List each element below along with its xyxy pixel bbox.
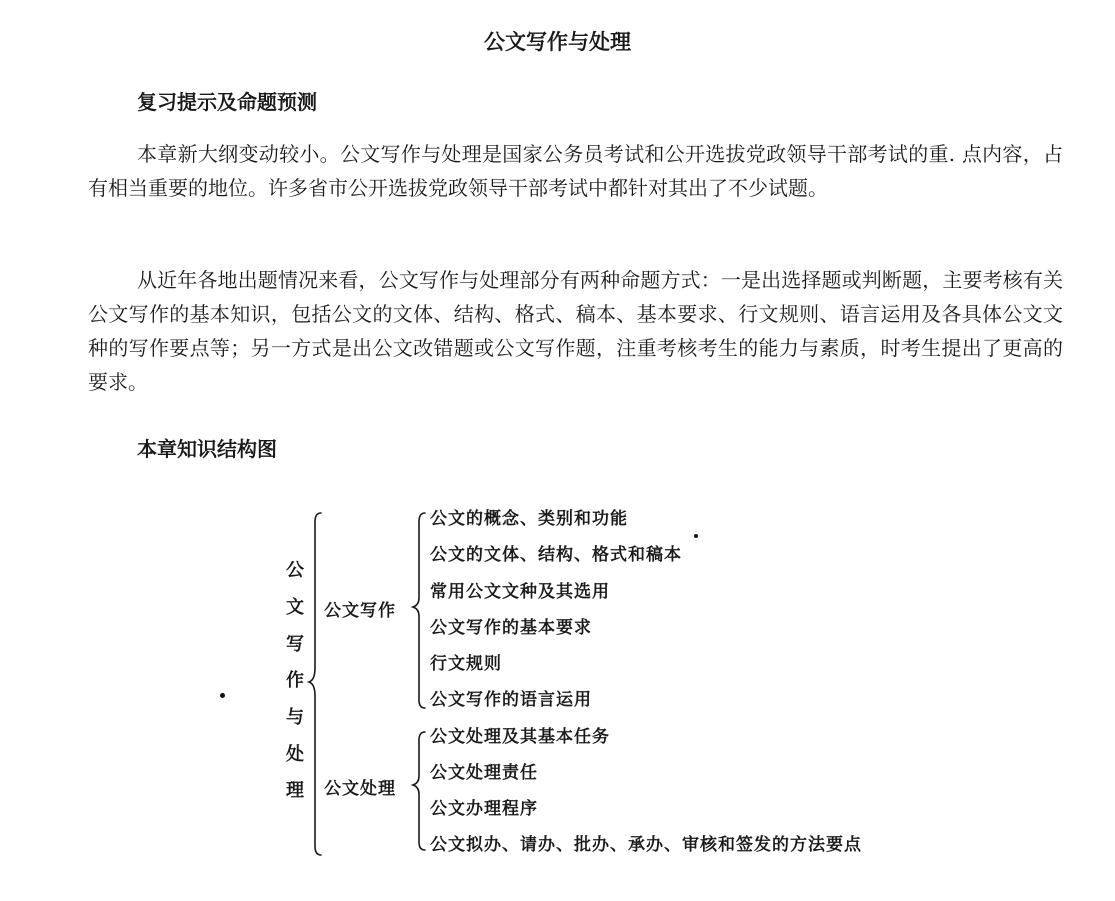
leaf-item: 公文的文体、结构、格式和稿本	[430, 545, 682, 565]
section-heading-structure: 本章知识结构图	[137, 437, 277, 461]
branch-label-writing: 公文写作	[324, 601, 396, 621]
leaf-item: 公文拟办、请办、批办、承办、审核和签发的方法要点	[430, 835, 862, 855]
leaf-item: 公文写作的基本要求	[430, 618, 592, 638]
page-title: 公文写作与处理	[484, 29, 631, 54]
processing-brace	[413, 732, 425, 850]
root-label-char: 作	[286, 670, 304, 691]
leaf-item: 公文处理责任	[430, 763, 538, 783]
root-label-char: 写	[286, 634, 304, 655]
scan-speck	[694, 534, 698, 538]
section-heading-review: 复习提示及命题预测	[137, 90, 317, 114]
leaf-item: 公文写作的语言运用	[430, 690, 592, 710]
writing-brace	[413, 513, 425, 708]
leaf-item: 行文规则	[430, 654, 502, 674]
leaf-item: 常用公文文种及其选用	[430, 582, 610, 602]
paragraph-exam-format: 从近年各地出题情况来看，公文写作与处理部分有两种命题方式：一是出选择题或判断题，主要考核有关公文写作的基本知识，包括公文的文体、结构、格式、稿本、基本要求、行文规则、语言运用及各具体公文文种的写作要点等；另一方式是出公文改错题或公文写作题，注重考核考生的能力与素质，时考生提出了更高的要求。	[88, 268, 1063, 394]
root-label-char: 公	[286, 560, 304, 581]
paragraph-intro: 本章新大纲变动较小。公文写作与处理是国家公务员考试和公开选拔党政领导干部考试的重. 点内容，占有相当重要的地位。许多省市公开选拔党政领导干部考试中都针对其出了不少试题。	[88, 142, 1063, 200]
leaf-item: 公文处理及其基本任务	[430, 727, 610, 747]
root-label-char: 处	[286, 744, 304, 765]
root-label-char: 文	[286, 597, 304, 618]
root-label-char: 与	[286, 707, 304, 728]
leaf-item: 公文的概念、类别和功能	[430, 509, 628, 529]
branch-label-processing: 公文处理	[324, 779, 396, 799]
scan-speck	[220, 693, 225, 698]
root-brace	[309, 513, 321, 855]
root-label-char: 理	[286, 780, 304, 801]
leaf-item: 公文办理程序	[430, 799, 538, 819]
